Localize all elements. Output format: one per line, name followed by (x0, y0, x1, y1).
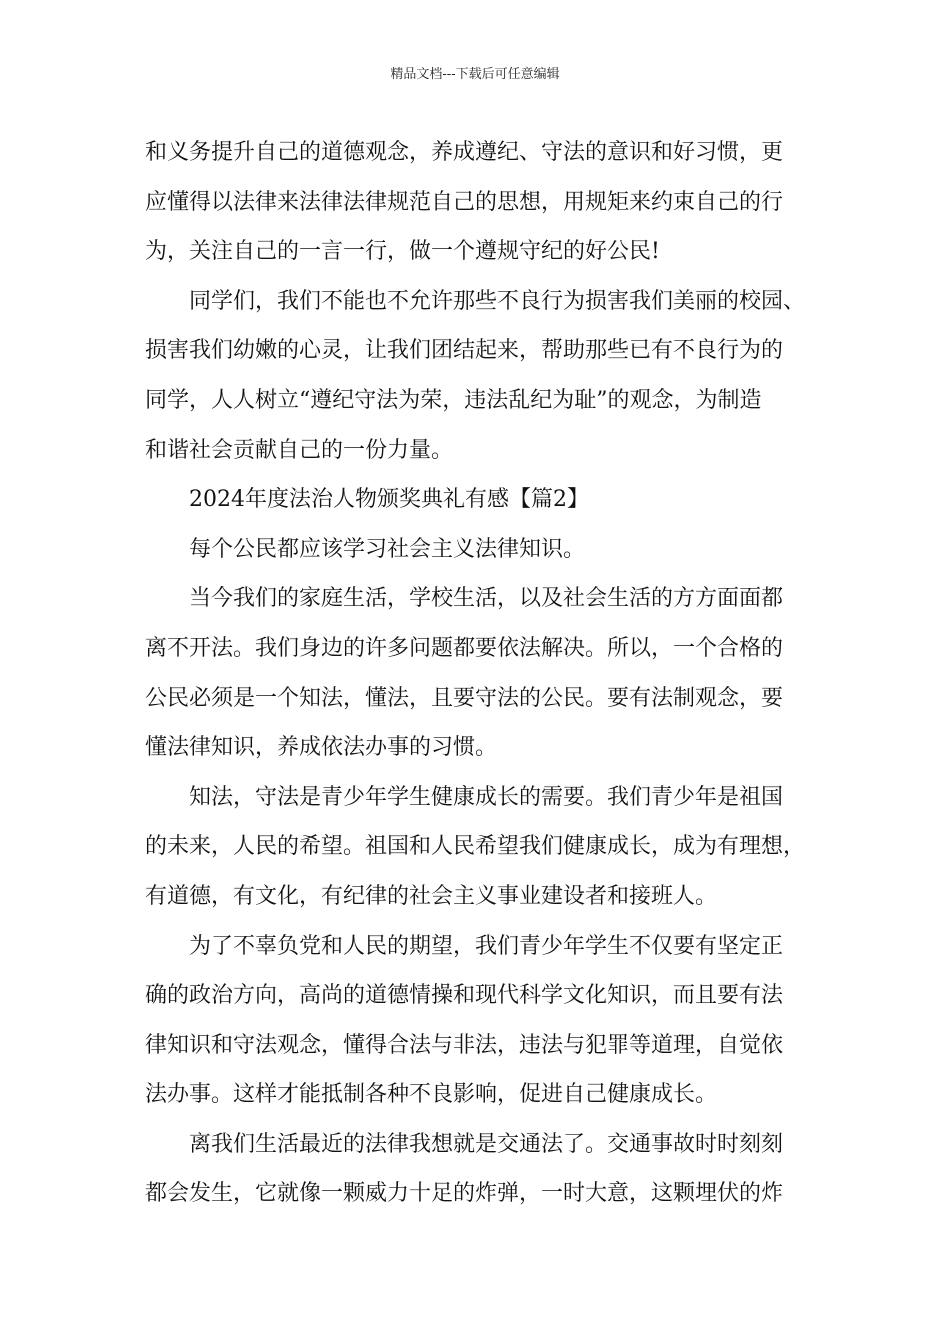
document-body (145, 128, 810, 1219)
text-line: 和义务提升自己的道德观念，养成遵纪、守法的意识和好习惯，更 (145, 140, 784, 165)
text-line: 同学，人人树立“遵纪守法为荣，违法乱纪为耻”的观念，为制造 (145, 387, 762, 413)
text-line: 有道德，有文化，有纪律的社会主义事业建设者和接班人。 (145, 883, 718, 909)
text-line: 确的政治方向，高尚的道德情操和现代科学文化知识，而且要有法 (145, 983, 784, 1009)
text-line: 2024年度法治人物颁奖典礼有感【篇2】 (189, 487, 589, 513)
text-line: 法办事。这样才能抵制各种不良影响，促进自己健康成长。 (145, 1082, 718, 1108)
text-line: 和谐社会贡献自己的一份力量。 (145, 437, 454, 463)
text-line: 同学们，我们不能也不允许那些不良行为损害我们美丽的校园、 (189, 288, 806, 314)
text-line: 知法，守法是青少年学生健康成长的需要。我们青少年是祖国 (189, 784, 784, 810)
text-line: 懂法律知识，养成依法办事的习惯。 (145, 735, 498, 761)
text-line: 为，关注自己的一言一行，做一个遵规守纪的好公民! (145, 239, 660, 265)
text-line: 离不开法。我们身边的许多问题都要依法解决。所以，一个合格的 (145, 635, 784, 661)
page-header: 精品文档---下载后可任意编辑 (390, 67, 560, 82)
text-line: 损害我们幼嫩的心灵，让我们团结起来，帮助那些已有不良行为的 (145, 338, 784, 364)
text-line: 都会发生，它就像一颗威力十足的炸弹，一时大意，这颗埋伏的炸 (145, 1181, 784, 1207)
text-line: 公民必须是一个知法，懂法，且要守法的公民。要有法制观念，要 (145, 685, 784, 711)
text-line: 律知识和守法观念，懂得合法与非法，违法与犯罪等道理，自觉依 (145, 1032, 784, 1058)
text-line: 为了不辜负党和人民的期望，我们青少年学生不仅要有坚定正 (189, 933, 784, 959)
text-line: 离我们生活最近的法律我想就是交通法了。交通事故时时刻刻 (189, 1131, 784, 1157)
text-line: 应懂得以法律来法律法律规范自己的思想，用规矩来约束自己的行 (145, 189, 784, 215)
text-line: 每个公民都应该学习社会主义法律知识。 (189, 536, 586, 562)
text-line: 的未来，人民的希望。祖国和人民希望我们健康成长，成为有理想， (145, 834, 806, 860)
text-line: 当今我们的家庭生活，学校生活，以及社会生活的方方面面都 (189, 586, 784, 612)
